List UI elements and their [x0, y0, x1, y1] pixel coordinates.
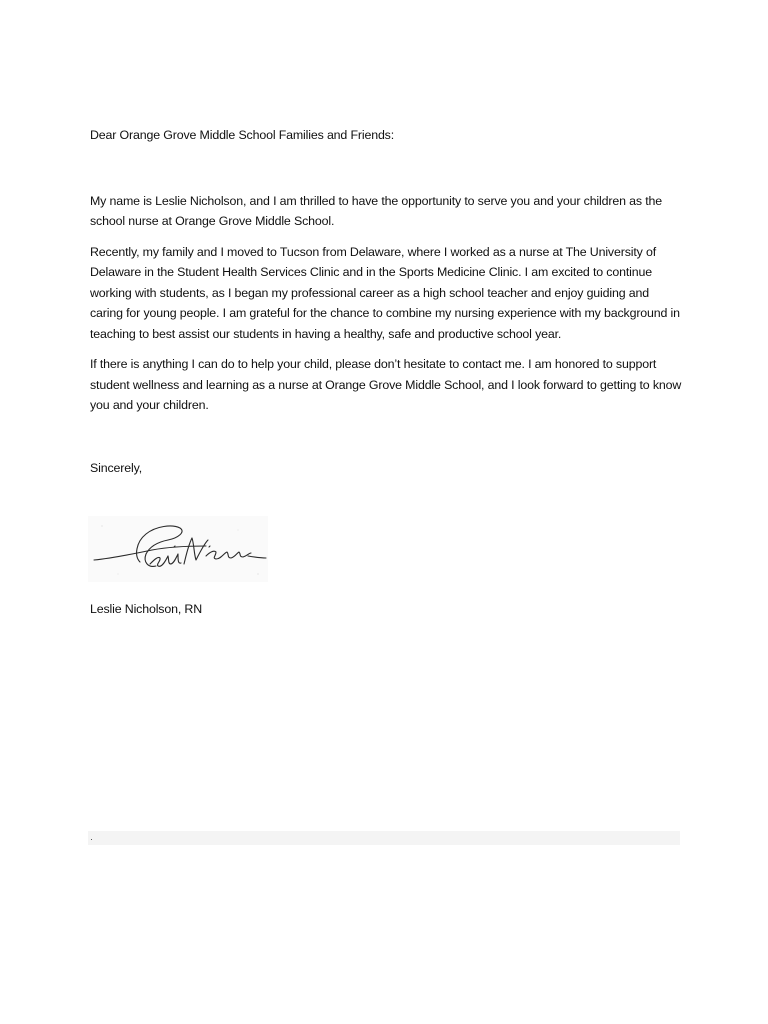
closing: Sincerely, [90, 460, 142, 475]
paragraph-background: Recently, my family and I moved to Tucson from Delaware, where I worked as a nurse at The University of Delaware in the Student Health Services Clinic and in the Sports Medicine Clinic. I am excited to continue working with students, as I began my professional career as a high school teacher and enjoy guiding and caring for young people. I am grateful for the chance to combine my nursing experience with my background in teaching to best assist our students in having a healthy, safe and productive school year. [90, 244, 680, 341]
signer-name: Leslie Nicholson, RN [90, 602, 203, 616]
signature-image [88, 516, 268, 582]
paragraph-intro: My name is Leslie Nicholson, and I am thrilled to have the opportunity to serve you and your children as the school nurse at Orange Grove Middle School. [90, 193, 662, 228]
footer-band [88, 831, 680, 845]
handwritten-signature [88, 516, 268, 582]
letter-body [90, 125, 682, 478]
salutation: Dear Orange Grove Middle School Families and Friends: [90, 128, 395, 142]
footer-mark [91, 839, 92, 840]
paragraph-contact: If there is anything I can do to help your child, please don’t hesitate to contact me. I am honored to support student wellness and learning as a nurse at Orange Grove Middle School, and I look forward to getting to know you and your children. [90, 357, 682, 412]
